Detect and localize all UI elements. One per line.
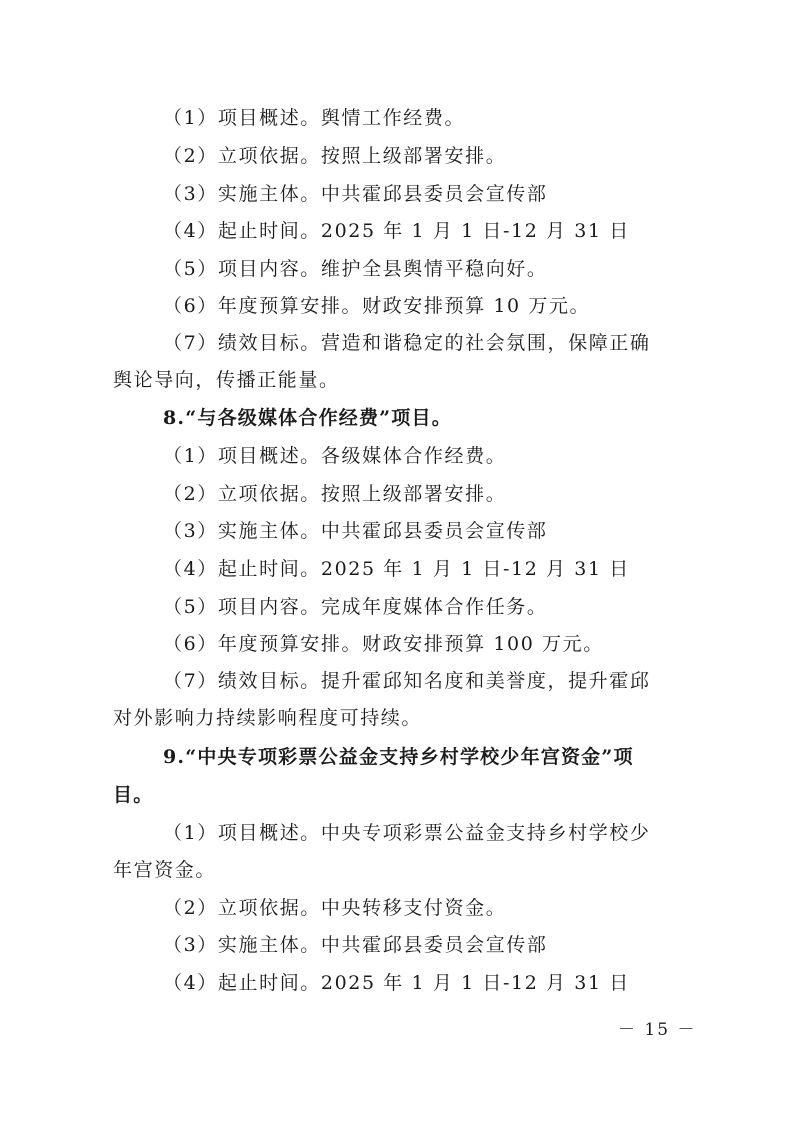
item-content: （5）项目内容。完成年度媒体合作任务。 (163, 596, 548, 618)
item-overview: （1）项目概述。中央专项彩票公益金支持乡村学校少 (163, 822, 651, 844)
item-overview: （1）项目概述。各级媒体合作经费。 (163, 445, 507, 467)
page-number: － 15 － (618, 1020, 697, 1040)
item-period: （4）起止时间。2025 年 1 月 1 日-12 月 31 日 (163, 972, 630, 994)
item-basis: （2）立项依据。中央转移支付资金。 (163, 897, 507, 919)
item-goal-continued: 对外影响力持续影响程度可持续。 (113, 707, 423, 729)
item-budget: （6）年度预算安排。财政安排预算 100 万元。 (163, 633, 604, 655)
item-basis: （2）立项依据。按照上级部署安排。 (163, 145, 507, 167)
item-period: （4）起止时间。2025 年 1 月 1 日-12 月 31 日 (163, 220, 630, 242)
item-goal-continued: 舆论导向，传播正能量。 (113, 369, 340, 391)
section-heading-9-continued: 目。 (113, 784, 154, 806)
item-overview: （1）项目概述。舆情工作经费。 (163, 107, 466, 129)
item-content: （5）项目内容。维护全县舆情平稳向好。 (163, 258, 548, 280)
item-overview-continued: 年宫资金。 (113, 859, 217, 881)
section-heading-9: 9.“中央专项彩票公益金支持乡村学校少年宫资金”项 (163, 746, 634, 768)
item-entity: （3）实施主体。中共霍邱县委员会宣传部 (163, 934, 548, 956)
item-goal: （7）绩效目标。营造和谐稳定的社会氛围，保障正确 (163, 332, 651, 354)
item-basis: （2）立项依据。按照上级部署安排。 (163, 483, 507, 505)
item-entity: （3）实施主体。中共霍邱县委员会宣传部 (163, 183, 548, 205)
item-entity: （3）实施主体。中共霍邱县委员会宣传部 (163, 520, 548, 542)
item-goal: （7）绩效目标。提升霍邱知名度和美誉度，提升霍邱 (163, 670, 651, 692)
item-period: （4）起止时间。2025 年 1 月 1 日-12 月 31 日 (163, 558, 630, 580)
item-budget: （6）年度预算安排。财政安排预算 10 万元。 (163, 295, 591, 317)
section-heading-8: 8.“与各级媒体合作经费”项目。 (163, 407, 452, 429)
